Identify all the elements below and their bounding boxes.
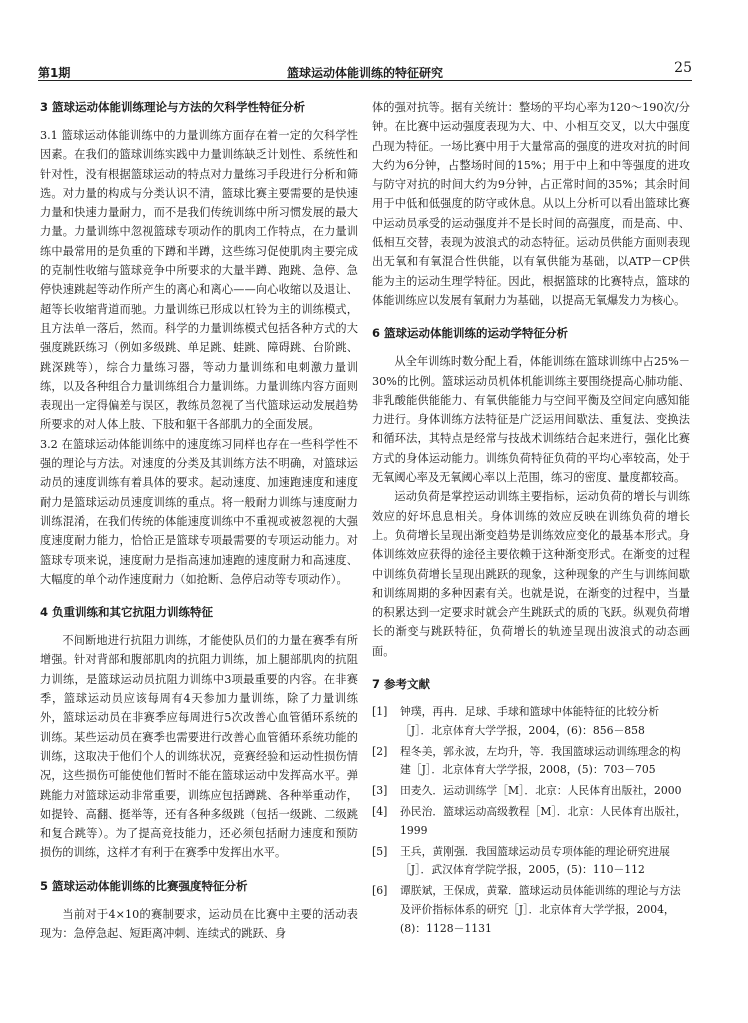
section-5-paragraph-continued: 体的强对抗等。据有关统计：整场的平均心率为120～190次/分钟。在比赛中运动强度表现为大、中、小相互交叉，以大中强度凸现为特征。一场比赛中用于大量常高的强度的进攻对抗的时间大约为6分钟，占整场时间的15%；用于中上和中等强度的进攻与防守对抗的时间大约为9分钟，占正常时间的35%；其余时间用于中低和低强度的防守或休息。从以上分析可以看出篮球比赛中运动员承受的运动强度并不是长时间的高强度，而是高、中、低相互交替，表现为波浪式的动态特征。运动员供能方面则表现出无氧和有氧混合性供能，以有氧供能为基础，以ATP－CP供能为主的运动生理学特征。因此，根据篮球的比赛特点，篮球的体能训练应以发展有氧耐力为基础，以提高无氧爆发力为核心。 (372, 101, 690, 307)
reference-item: [2] 程冬美，郭永波，左均升，等．我国篮球运动训练理念的构建［J］．北京体育大学学报，2008，(5)：703－705 (372, 744, 681, 777)
page-number: 25 (674, 60, 692, 76)
reference-list (372, 703, 690, 939)
issue-number: 第1期 (38, 66, 71, 80)
running-header (38, 62, 692, 81)
section-6-paragraph-1: 从全年训练时数分配上看，体能训练在篮球训练中占25%－30%的比例。篮球运动员机体机能训练主要围绕提高心肺功能、非乳酸能供能能力、有氧供能能力与空间平衡及空间定向感知能力进行。身体训练方法特征是广泛运用间歇法、重复法、变换法和循环法，其特点是经常与技战术训练结合起来进行，强化比赛方式的身体运动能力。训练负荷特征负荷的平均心率较高，处于无氧阈心率及无氧阈心率以上范围，练习的密度、量度都较高。 (372, 355, 690, 485)
section-5-paragraph: 当前对于4×10的赛制要求，运动员在比赛中主要的活动表现为：急停急起、短距离冲刺、连续式的跳跃、身 (40, 907, 358, 940)
section-5-heading: 5 篮球运动体能训练的比赛强度特征分析 (40, 878, 248, 893)
section-3-heading: 3 篮球运动体能训练理论与方法的欠科学性特征分析 (40, 100, 306, 114)
section-3-1-paragraph: 3.1 篮球运动体能训练中的力量训练方面存在着一定的欠科学性因素。在我们的篮球训练实践中力量训练缺乏计划性、系统性和针对性，没有根据篮球运动的特点对力量练习手段进行分析和筛选。对力量的构成与分类认识不清，篮球比赛主要需要的是快速力量和快速力量耐力，而不是我们传统训练中所习惯发展的最大力量。力量训练中忽视篮球专项动作的肌肉工作特点，在力量训练中最常用的是负重的下蹲和半蹲，这些练习促使肌肉主要完成的克制性收缩与篮球竞争中所要求的大量半蹲、跑跳、急停、急停快速跳起等动作所产生的离心和离心——向心收缩以及退让、超等长收缩背道而驰。力量训练已形成以杠铃为主的训练模式，且方法单一落后，然而。科学的力量训练模式包括各种方式的大强度跳跃练习（例如多级跳、单足跳、蛙跳、障碍跳、台阶跳、跳深跳等），综合力量练习器，等动力量训练和电刺激力量训练，以及各种组合力量训练组合力量训练。力量训练内容方面则表现出一定得偏差与误区，教练员忽视了当代篮球运动发展趋势所要求的对人体上肢、下肢和躯干各部肌力的全面发展。 (40, 129, 358, 432)
section-3-2-paragraph: 3.2 在篮球运动体能训练中的速度练习同样也存在一些科学性不强的理论与方法。对速度的分类及其训练方法不明确，对篮球运动员的速度训练有着具体的要求。起动速度、加速跑速度和速度耐力是篮球运动员速度训练的重点。将一般耐力训练与速度耐力训练混淆，在我们传统的体能速度训练中不重视或被忽视的大强度速度耐力能力，恰恰正是篮球专项最需要的专项运动能力。对篮球专项来说，速度耐力是指高速加速跑的速度耐力和高速度、大幅度的单个动作速度耐力（如抢断、急停启动等专项动作）。 (40, 437, 358, 586)
reference-item: [1] 钟璞，再冉．足球、手球和篮球中体能特征的比较分析［J］．北京体育大学学报，2004，(6)：856－858 (372, 705, 660, 737)
running-title: 篮球运动体能训练的特征研究 (286, 66, 443, 80)
reference-item: [5] 王兵，黄刚强．我国篮球运动员专项体能的理论研究进展［J］．武汉体育学院学报，2005，(5)：110－112 (372, 844, 670, 877)
references-heading: 7 参考文献 (372, 677, 431, 692)
reference-item: [3] 田麦久．运动训练学［M］．北京：人民体育出版社，2000 (372, 784, 682, 798)
left-column (40, 98, 358, 943)
section-6-paragraph-2: 运动负荷是掌控运动训练主要指标，运动负荷的增长与训练效应的好坏息息相关。身体训练的效应反映在训练负荷的增长上。负荷增长呈现出渐变趋势是训练效应变化的最基本形式。身体训练效应获得的途径主要依赖于这种渐变形式。在渐变的过程中训练负荷增长呈现出跳跃的现象，这种现象的产生与训练间歇和训练周期的多种因素有关。也就是说，在渐变的过程中，当量的积累达到一定要求时就会产生跳跃式的质的飞跃。纵观负荷增长的渐变与跳跃特征，负荷增长的轨迹呈现出波浪式的动态画面。 (372, 490, 690, 658)
reference-item: [4] 孙民治．篮球运动高级教程［M］．北京：人民体育出版社，1999 (372, 805, 687, 837)
section-6-heading: 6 篮球运动体能训练的运动学特征分析 (372, 326, 569, 341)
reference-item: [6] 谭朕斌，王保成，黄鞏．篮球运动员体能训练的理论与方法及评价指标体系的研究［J］．北京体育大学学报，2004，(8)：1128－1131 (372, 884, 681, 935)
right-column (372, 98, 690, 941)
section-4-heading: 4 负重训练和其它抗阻力训练特征 (40, 605, 214, 620)
section-4-paragraph: 不间断地进行抗阻力训练，才能使队员们的力量在赛季有所增强。针对背部和腹部肌肉的抗阻力训练，加上腿部肌肉的抗阻力训练，是篮球运动员抗阻力训练中3项最重要的内容。在非赛季，篮球运动员应该每周有4天参加力量训练，除了力量训练外，篮球运动员在非赛季应每周进行5次改善心血管循环系统的训练。某些运动员在赛季也需要进行改善心血管循环系统功能的训练，这取决于他们个人的训练状况，竞赛经验和运动性损伤情况，这些损伤可能使他们暂时不能在篮球运动中发挥高水平。弹跳能力对篮球运动非常重要，训练应包括蹲跳、各种举重动作，如提铃、高翻、挺举等，还有各种多级跳（包括一级跳、二级跳和复合跳等）。为了提高竞技能力，还必须包括耐力速度和预防损伤的训练，这样才有利于在赛季中发挥出水平。 (40, 634, 358, 860)
